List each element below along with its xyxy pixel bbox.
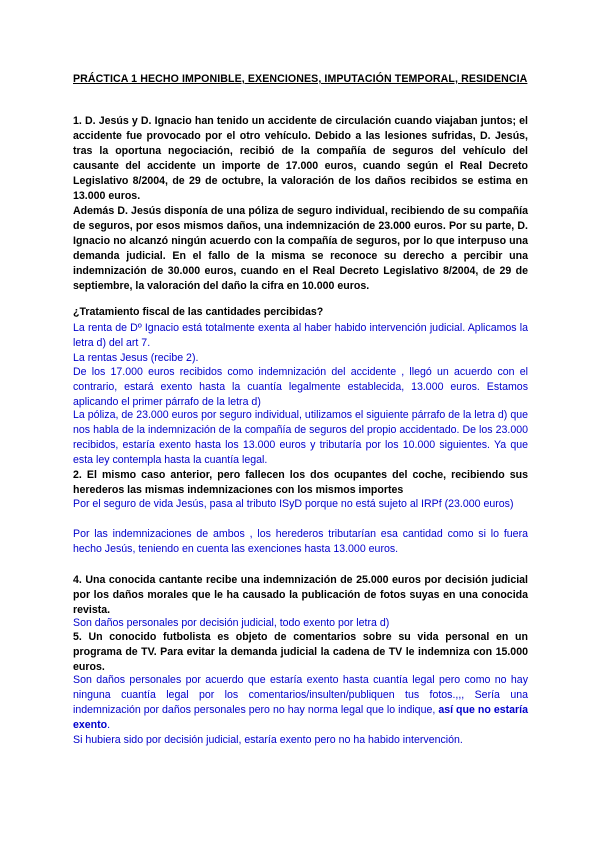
case-4-answer: Son daños personales por decisión judicial, todo exento por letra d) xyxy=(73,617,390,629)
case-1-answer-ignacio: La renta de Dº Ignacio está totalmente exenta al haber habido intervención judicial. Aplicamos la letra d) del art 7. xyxy=(73,322,528,349)
case-1-answer-jesus-intro: La rentas Jesus (recibe 2). xyxy=(73,352,199,364)
case-4-question: 4. Una conocida cantante recibe una indemnización de 25.000 euros por decisión judicial por los daños morales que le ha causado la publicación de fotos suyas en una conocida revista. xyxy=(73,574,528,616)
case-5-answer-judicial: Si hubiera sido por decisión judicial, estaría exento pero no ha habido intervención. xyxy=(73,734,463,746)
case-2-answer-seguro-vida: Por el seguro de vida Jesús, pasa al tributo ISyD porque no está sujeto al IRPf (23.000 euros) xyxy=(73,498,514,510)
case-1-answer-17000: De los 17.000 euros recibidos como indemnización del accidente , llegó un acuerdo con el contrario, estará exento hasta la cuantía legalmente establecida, 13.000 euros. Estamos aplicando el primer párrafo de la letra d) xyxy=(73,366,528,408)
case-1-answer-poliza: La póliza, de 23.000 euros por seguro individual, utilizamos el siguiente párrafo de la letra d) que nos habla de la indemnización de la compañía de seguros del propio accidentado. De los 23.000 recibidos, estaría exento hasta los 13.000 euros y tributaría por los 10.000 siguientes. Ya que esta ley contempla hasta la cuantía legal. xyxy=(73,409,528,466)
case-5-answer-conclusion: así que no estaría exento xyxy=(73,704,528,731)
case-2-answer-herederos: Por las indemnizaciones de ambos , los herederos tributarían esa cantidad como si lo fuera hecho Jesús, teniendo en cuenta las exenciones hasta 13.000 euros. xyxy=(73,528,528,555)
page-title: PRÁCTICA 1 HECHO IMPONIBLE, EXENCIONES, IMPUTACIÓN TEMPORAL, RESIDENCIA xyxy=(73,73,528,85)
case-1-question: ¿Tratamiento fiscal de las cantidades percibidas? xyxy=(73,306,324,318)
case-5-answer-acuerdo xyxy=(73,673,528,733)
case-2-question: 2. El mismo caso anterior, pero fallecen los dos ocupantes del coche, recibiendo sus herederos las mismas indemnizaciones con los mismos importes xyxy=(73,469,528,496)
case-5-question: 5. Un conocido futbolista es objeto de comentarios sobre su vida personal en un programa de TV. Para evitar la demanda judicial la cadena de TV le indemniza con 15.000 euros. xyxy=(73,631,528,673)
case-5-answer-end: . xyxy=(107,719,111,731)
case-1-statement-continued: Además D. Jesús disponía de una póliza de seguro individual, recibiendo de su compañía de seguros, por esos mismos daños, una indemnización de 23.000 euros. Por su parte, D. Ignacio no alcanzó ningún acuerdo con la compañía de seguros, por lo que interpuso una demanda judicial. En el fallo de la misma se reconoce su derecho a percibir una indemnización de 30.000 euros, cuando en el Real Decreto Legislativo 8/2004, de 29 de septiembre, la valoración del daño la cifra en 10.000 euros. xyxy=(73,205,528,292)
case-1-statement: 1. D. Jesús y D. Ignacio han tenido un accidente de circulación cuando viajaban juntos; el accidente fue provocado por el otro vehículo. Debido a las lesiones sufridas, D. Jesús, tras la oportuna negociación, recibió de la compañía de seguros del vehículo del causante del accidente un importe de 17.000 euros, cuando según el Real Decreto Legislativo 8/2004, de 29 de octubre, la valoración de los daños recibidos se estima en 13.000 euros. xyxy=(73,115,528,202)
case-5-answer-text: Son daños personales por acuerdo que estaría exento hasta cuantía legal pero como no hay ninguna cuantía legal por los comentarios/insulten/publiquen tus fotos.,,, Sería una indemnización por daños personales pero no hay norma legal que lo indique, xyxy=(73,674,528,716)
